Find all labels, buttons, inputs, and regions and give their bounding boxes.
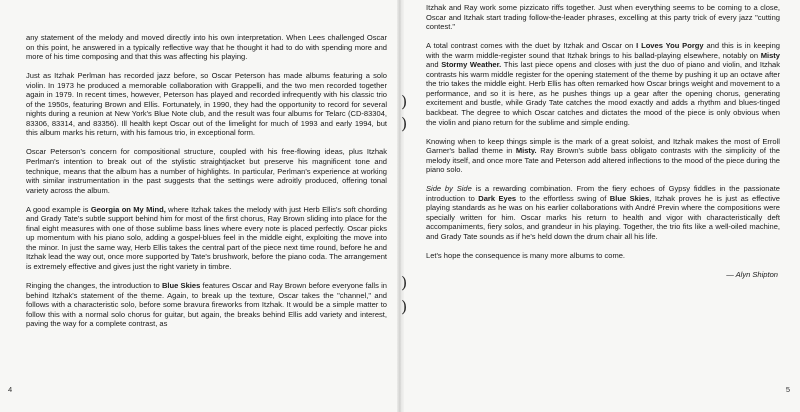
right-paragraph-2: A total contrast comes with the duet by Itzhak and Oscar on I Loves You Porgy and this is in keeping with the warm middle-register sound that Itzhak brings to his ballad-playing elsewhere, notably on Misty and Stormy Weather. This last piece opens and closes with just the duo of piano and violin, and Itzhak contrasts his warm middle register for the opening statement of the theme by pushing it up an octave after the trio takes the middle eight. Herb Ellis has often remarked how Oscar brings weight and movement to a performance, and so it is here, as he pushes things up a gear after the opening chorus, generating excitement and bustle, while Grady Tate catches the mood exactly and adds a rhythm and blues-tinged backbeat. The degree to which Oscar catches and dictates the mood of the piece is only obvious when the violin and piano return for the sublime and simple ending. [426, 41, 780, 127]
right-paragraph-5: Let's hope the consequence is many more albums to come. [426, 251, 626, 261]
song-title-georgia: Georgia on My Mind, [90, 204, 166, 214]
right-page [402, 0, 800, 412]
right-paragraph-3: Knowing when to keep things simple is the mark of a great soloist, and Itzhak makes the most of Erroll Garner's ballad theme in Misty. Ray Brown's subtle bass obligato contrasts with the simplicity of the melody itself, and once more Tate and Peterson add altered inflections to the mood of the piece during the piano solo. [426, 136, 780, 175]
song-title-porgy: I Loves You Porgy [636, 41, 704, 51]
left-paragraph-5: Ringing the changes, the introduction to Blue Skies features Oscar and Ray Brown before everyone falls in behind Itzhak's statement of the theme. Again, to break up the texture, Oscar takes the "channel," and follows with a characteristic solo, before some bravura fireworks from Itzhak. It would be a simple matter to follow this with a normal solo chorus for guitar, but again, the breaks behind Ellis add variety and interest, paving the way for a complete contrast, as [26, 281, 387, 329]
song-title-blue-skies: Blue Skies [609, 193, 650, 203]
song-title-misty: Misty [760, 50, 780, 60]
margin-bracket-mark: ) [401, 114, 408, 133]
song-title-blue-skies: Blue Skies [161, 281, 201, 291]
margin-bracket-mark: ) [401, 92, 408, 111]
left-page [0, 0, 398, 412]
left-paragraph-1: any statement of the melody and moved directly into his own interpretation. When Lees challenged Oscar on this point, he answered in a typically reflective way that he thought it had to do with spending more and more of his time composing and that this was affecting his playing. [26, 33, 387, 62]
right-paragraph-4: Side by Side is a rewarding combination. From the fiery echoes of Gypsy fiddles in the passionate introduction to Dark Eyes to the effortless swing of Blue Skies, Itzhak proves he is just as effective playing standards as he was on his earlier collaborations with André Previn where the compositions were specially written for him. Oscar marks his return to health and vigor with characteristically deft accompaniments, fiery solos, and grandeur in his playing. Together, the trio fits like a well-oiled machine, and Grady Tate sounds as if he's held down the drum chair all his life. [426, 184, 780, 241]
song-title-stormy-weather: Stormy Weather. [441, 60, 502, 70]
margin-bracket-mark: ) [401, 297, 408, 316]
page-number-left: 4 [8, 385, 13, 394]
left-paragraph-4: A good example is Georgia on My Mind, where Itzhak takes the melody with just Herb Ellis's soft chording and Grady Tate's subtle support behind him for most of the first chorus, Ray Brown sliding into place for the final eight measures with one of those sublime bass lines where every note is placed perfectly. Oscar picks up momentum with his piano solo, adding a gospel-blues feel in the middle eight, exploiting the move into the minor. In just the same way, Herb Ellis takes the central part of the piece next time round, before he and Itzhak lead the way out, once more supported by Tate's brushwork, before the piano coda. The arrangement is extremely effective and gives just the right variety in timbre. [26, 204, 387, 271]
left-paragraph-3: Oscar Peterson's concern for compositional structure, coupled with his free-flowing ideas, plus Itzhak Perlman's intention to break out of the stylistic straightjacket but preserve his magnificent tone and technique, means that the album has a number of highlights. In particular, Perlman's experience at working with similar instrumentation in the past suggests that the settings were adroitly produced, offering tonal variety across the album. [26, 147, 387, 195]
song-title-misty: Misty. [515, 146, 537, 156]
album-title-side-by-side: Side by Side [426, 184, 472, 194]
left-paragraph-2: Just as Itzhak Perlman has recorded jazz before, so Oscar Peterson has made albums featuring a solo violin. In 1973 he produced a memorable collaboration with Grappelli, and the two men recorded together again in 1979. In recent times, however, Peterson has played and recorded infrequently with his classic trio of the 1950s, featuring Brown and Ellis. Fortunately, in 1990, they had the opportunity to record for several nights during a reunion at New York's Blue Note club, and the result was four albums for Telarc (CD-83304, 83306, 83314, and 83356). Ill health kept Oscar out of the limelight for much of 1993 and early 1994, but this album marks his return, with his famous trio, in exceptional form. [26, 71, 387, 138]
right-paragraph-1: Itzhak and Ray work some pizzicato riffs together. Just when everything seems to be coming to a close, Oscar and Itzhak start trading follow-the-leader phrases, excelling at this party trick of every jazz "cutting contest." [426, 3, 780, 32]
author-signature: — Alyn Shipton [726, 270, 778, 280]
margin-bracket-mark: ) [401, 273, 408, 292]
page-number-right: 5 [785, 385, 790, 394]
song-title-dark-eyes: Dark Eyes [478, 193, 517, 203]
